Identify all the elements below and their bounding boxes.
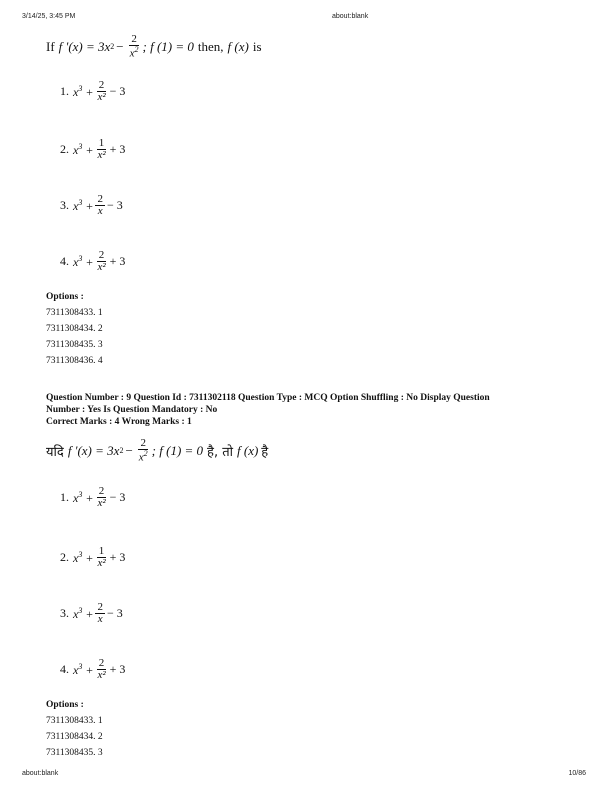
question-fx: f (x) xyxy=(227,38,249,54)
option-2 xyxy=(60,546,125,569)
page-header xyxy=(22,13,586,20)
option-constant: + 3 xyxy=(109,662,126,676)
option-number: 4. xyxy=(60,254,69,268)
option-term: $x^3$ + xyxy=(73,489,94,505)
question-fx: f (x) xyxy=(237,442,259,458)
page-footer xyxy=(22,770,586,777)
option-constant: − 3 xyxy=(109,490,126,504)
question-fraction xyxy=(128,34,141,60)
fraction-denominator: x xyxy=(97,205,103,217)
fraction-numerator: 2 xyxy=(140,437,146,449)
option-fraction xyxy=(95,602,105,625)
option-id: 7311308433. 1 xyxy=(46,716,103,726)
exponent: 2 xyxy=(134,45,139,54)
option-fraction xyxy=(95,658,107,681)
minus-sign: − xyxy=(125,442,133,458)
fraction-denominator: x² xyxy=(97,497,106,509)
question-then: then, xyxy=(197,38,224,54)
meta-line: Number : Yes Is Question Mandatory : No xyxy=(46,405,218,415)
option-fraction xyxy=(95,486,107,509)
option-fraction xyxy=(95,250,107,273)
option-fraction xyxy=(95,546,107,569)
question-lead: If xyxy=(46,38,55,54)
fraction-denominator xyxy=(128,46,141,60)
option-3 xyxy=(60,194,123,217)
question-end: है xyxy=(261,444,269,460)
option-4 xyxy=(60,658,125,681)
options-heading: Options : xyxy=(46,700,84,710)
fraction-numerator: 2 xyxy=(98,249,105,261)
options-heading: Options : xyxy=(46,292,84,302)
option-id: 7311308433. 1 xyxy=(46,308,103,318)
exponent: 2 xyxy=(119,446,124,456)
option-constant: − 3 xyxy=(106,606,123,620)
option-4 xyxy=(60,250,125,273)
option-id: 7311308435. 3 xyxy=(46,340,103,350)
exponent: 2 xyxy=(110,42,115,52)
fraction-numerator: 2 xyxy=(97,601,103,613)
option-term: $x^3$ + xyxy=(73,83,94,99)
page-title: about:blank xyxy=(332,13,369,20)
page-number: 10/86 xyxy=(568,770,586,777)
option-number: 1. xyxy=(60,84,69,98)
fraction-numerator: 2 xyxy=(98,657,105,669)
option-term: $x^3$ + xyxy=(73,197,94,213)
option-constant: + 3 xyxy=(109,142,126,156)
fraction-numerator: 1 xyxy=(98,545,105,557)
option-constant: − 3 xyxy=(109,84,126,98)
option-term: $x^3$ + xyxy=(73,661,94,677)
option-1 xyxy=(60,486,125,509)
option-id: 7311308434. 2 xyxy=(46,324,103,334)
meta-line: Correct Marks : 4 Wrong Marks : 1 xyxy=(46,417,192,427)
fraction-denominator: x² xyxy=(97,91,106,103)
question-meta xyxy=(46,392,576,428)
question-text-hindi xyxy=(46,438,268,464)
option-term: $x^3$ + xyxy=(73,549,94,565)
print-datetime: 3/14/25, 3:45 PM xyxy=(22,13,76,20)
question-fraction xyxy=(137,438,150,464)
option-constant: + 3 xyxy=(109,550,126,564)
option-term: $x^3$ + xyxy=(73,253,94,269)
option-constant: + 3 xyxy=(109,254,126,268)
question-text xyxy=(46,34,262,60)
option-fraction xyxy=(95,138,107,161)
meta-line: Question Number : 9 Question Id : 7311302118 Question Type : MCQ Option Shuffling : No Display Question xyxy=(46,393,490,403)
option-3 xyxy=(60,602,123,625)
den-var: x xyxy=(138,451,144,464)
question-condition: ; f (1) = 0 xyxy=(142,38,194,54)
fraction-denominator: x² xyxy=(97,669,106,681)
option-number: 2. xyxy=(60,550,69,564)
option-number: 2. xyxy=(60,142,69,156)
exponent: 2 xyxy=(143,449,148,458)
den-var: x xyxy=(129,47,135,60)
fraction-numerator: 2 xyxy=(98,79,105,91)
option-id: 7311308434. 2 xyxy=(46,732,103,742)
option-term: $x^3$ + xyxy=(73,141,94,157)
option-2 xyxy=(60,138,125,161)
option-term: $x^3$ + xyxy=(73,605,94,621)
fraction-denominator: x² xyxy=(97,261,106,273)
fraction-numerator: 2 xyxy=(131,33,137,45)
question-expr-left: f '(x) = 3x xyxy=(67,442,120,458)
fraction-numerator: 2 xyxy=(97,193,103,205)
question-is: is xyxy=(252,38,262,54)
minus-sign: − xyxy=(116,38,124,54)
fraction-denominator: x² xyxy=(97,557,106,569)
option-number: 3. xyxy=(60,606,69,620)
question-lead: यदि xyxy=(46,444,64,460)
fraction-denominator xyxy=(137,450,150,464)
option-id: 7311308435. 3 xyxy=(46,748,103,758)
option-1 xyxy=(60,80,125,103)
question-mid: है, तो xyxy=(207,444,233,460)
fraction-numerator: 2 xyxy=(98,485,105,497)
option-id: 7311308436. 4 xyxy=(46,356,103,366)
option-number: 3. xyxy=(60,198,69,212)
option-fraction xyxy=(95,194,105,217)
question-expr-left: f '(x) = 3x xyxy=(58,38,111,54)
fraction-numerator: 1 xyxy=(98,137,105,149)
question-condition: ; f (1) = 0 xyxy=(151,442,204,458)
footer-url: about:blank xyxy=(22,770,59,777)
fraction-denominator: x² xyxy=(97,149,106,161)
option-fraction xyxy=(95,80,107,103)
option-number: 4. xyxy=(60,662,69,676)
fraction-denominator: x xyxy=(97,613,103,625)
option-constant: − 3 xyxy=(106,198,123,212)
option-number: 1. xyxy=(60,490,69,504)
